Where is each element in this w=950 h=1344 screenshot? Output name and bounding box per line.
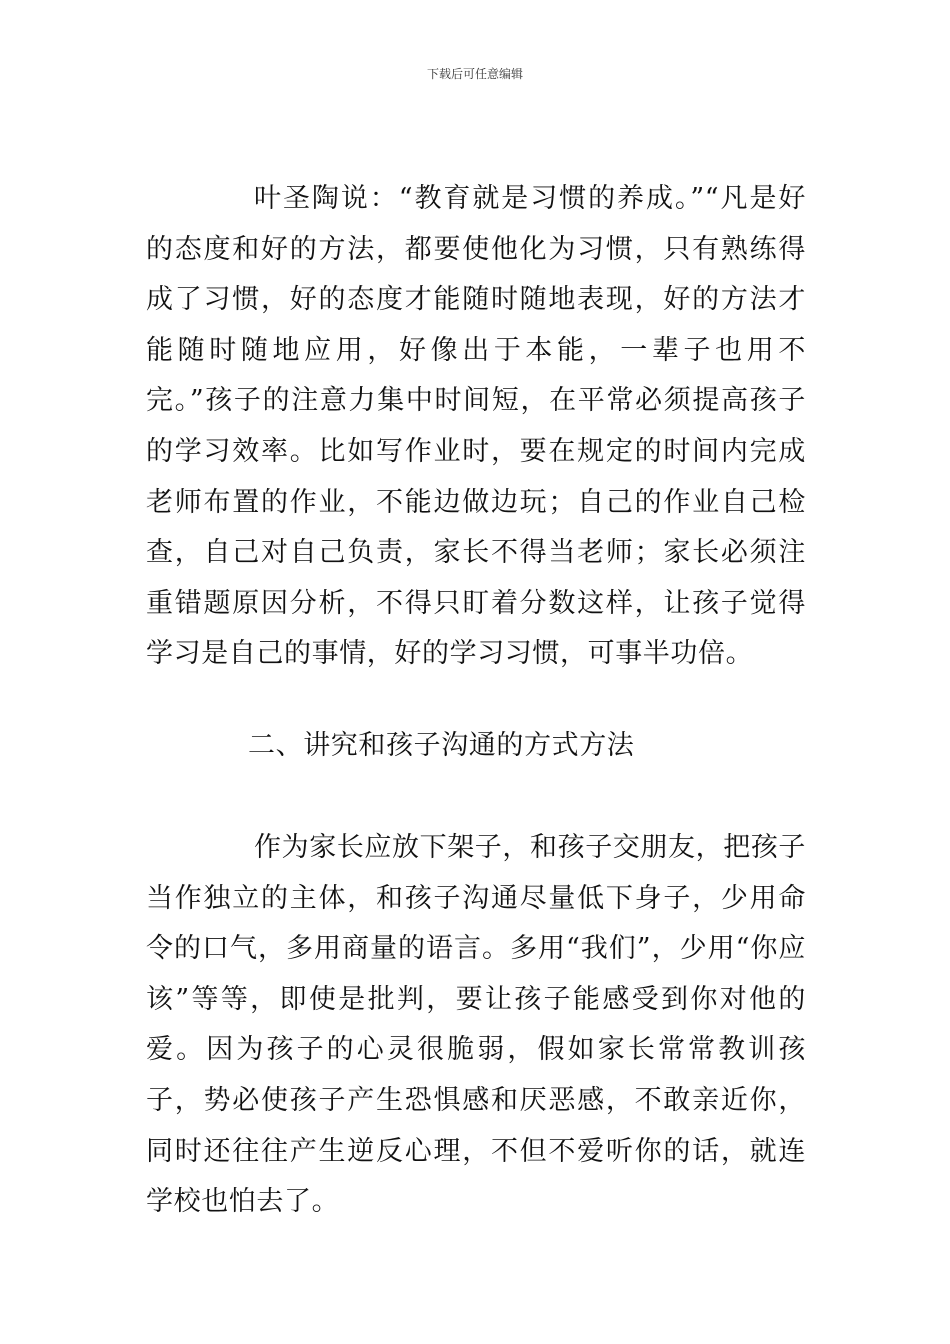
paragraph-communication: 作为家长应放下架子，和孩子交朋友，把孩子当作独立的主体，和孩子沟通尽量低下身子，少用命令的口气，多用商量的语言。多用“我们”，少用“你应该”等等，即使是批判，要让孩子能感受到你对他的爱。因为孩子的心灵很脆弱，假如家长常常教训孩子，势必使孩子产生恐惧感和厌恶感，不敢亲近你，同时还往往产生逆反心理，不但不爱听你的话，就连学校也怕去了。 [146, 832, 806, 1218]
section-heading-communication: 二、讲究和孩子沟通的方式方法 [248, 730, 635, 761]
page-header-note: 下载后可任意编辑 [426, 67, 523, 81]
paragraph-habits: 叶圣陶说：“教育就是习惯的养成。”“凡是好的态度和好的方法，都要使他化为习惯，只有熟练得成了习惯，好的态度才能随时随地表现，好的方法才能随时随地应用，好像出于本能，一辈子也用不完。”孩子的注意力集中时间短，在平常必须提高孩子的学习效率。比如写作业时，要在规定的时间内完成老师布置的作业，不能边做边玩；自己的作业自己检查，自己对自己负责，家长不得当老师；家长必须注重错题原因分析，不得只盯着分数这样，让孩子觉得学习是自己的事情，好的学习习惯，可事半功倍。 [146, 183, 806, 670]
